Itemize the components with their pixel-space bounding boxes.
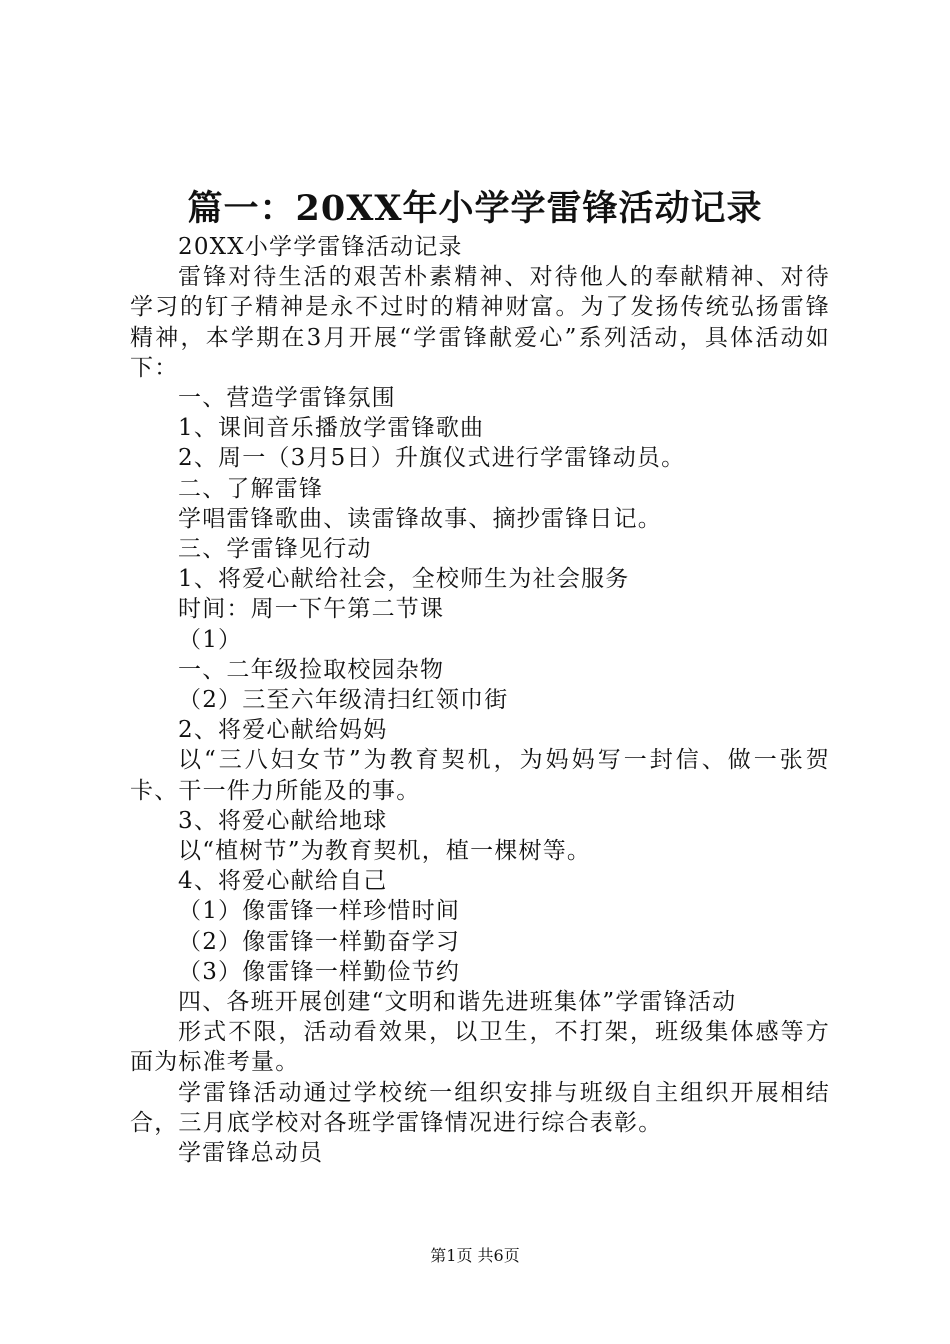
document-title: 篇一：20XX年小学学雷锋活动记录 — [187, 188, 763, 229]
document-body — [130, 232, 830, 1168]
paragraph: 形式不限，活动看效果，以卫生，不打架，班级集体感等方面为标准考量。 — [130, 1019, 830, 1076]
paragraph: （2）像雷锋一样勤奋学习 — [178, 928, 461, 955]
section-heading: 四、各班开展创建“文明和谐先进班集体”学雷锋活动 — [178, 989, 737, 1016]
section-heading: 一、营造学雷锋氛围 — [178, 385, 396, 412]
paragraph: 20XX小学学雷锋活动记录 — [178, 234, 463, 260]
page-footer: 第1页 共6页 — [430, 1246, 520, 1265]
paragraph: （2）三至六年级清扫红领巾街 — [178, 687, 509, 714]
paragraph: 以“三八妇女节”为教育契机，为妈妈写一封信、做一张贺卡、干一件力所能及的事。 — [130, 747, 830, 804]
paragraph: （1） — [178, 626, 243, 653]
paragraph: 3、将爱心献给地球 — [178, 807, 388, 834]
section-heading: 二、了解雷锋 — [178, 475, 324, 502]
paragraph: 2、将爱心献给妈妈 — [178, 717, 388, 744]
paragraph: （3）像雷锋一样勤俭节约 — [178, 958, 461, 985]
paragraph: 时间：周一下午第二节课 — [178, 596, 445, 623]
section-heading: 三、学雷锋见行动 — [178, 536, 372, 563]
paragraph: 2、周一（3月5日）升旗仪式进行学雷锋动员。 — [178, 445, 686, 472]
paragraph: 学雷锋活动通过学校统一组织安排与班级自主组织开展相结合，三月底学校对各班学雷锋情况进行综合表彰。 — [130, 1079, 830, 1136]
paragraph: 一、二年级捡取校园杂物 — [178, 656, 445, 683]
paragraph: 学雷锋总动员 — [178, 1140, 324, 1167]
paragraph: 1、课间音乐播放学雷锋歌曲 — [178, 415, 485, 442]
paragraph: 4、将爱心献给自己 — [178, 868, 388, 895]
paragraph: （1）像雷锋一样珍惜时间 — [178, 898, 461, 925]
paragraph: 1、将爱心献给社会，全校师生为社会服务 — [178, 566, 630, 593]
paragraph: 学唱雷锋歌曲、读雷锋故事、摘抄雷锋日记。 — [178, 505, 662, 532]
paragraph: 以“植树节”为教育契机，植一棵树等。 — [178, 838, 592, 865]
paragraph: 雷锋对待生活的艰苦朴素精神、对待他人的奉献精神、对待学习的钉子精神是永不过时的精神财富。为了发扬传统弘扬雷锋精神，本学期在3月开展“学雷锋献爱心”系列活动，具体活动如下： — [130, 264, 830, 381]
